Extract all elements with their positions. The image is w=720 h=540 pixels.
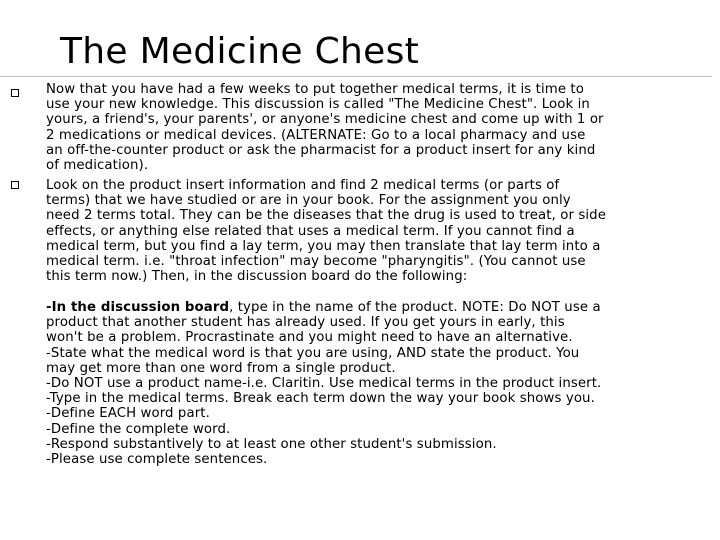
text-line: -State what the medical word is that you are using, AND state the product. You (46, 345, 580, 361)
title-divider (0, 76, 712, 77)
text-line: won't be a problem. Procrastinate and you might need to have an alternative. (46, 330, 573, 346)
instructions-block (46, 300, 714, 467)
text-line: may get more than one word from a single product. (46, 360, 396, 376)
bullet-paragraph-2 (46, 178, 714, 284)
text-line: medical term. i.e. "throat infection" may become "pharyngitis". (You cannot use (46, 254, 586, 270)
text-line: -Type in the medical terms. Break each term down the way your book shows you. (46, 391, 595, 407)
instruction-first-line (46, 300, 714, 315)
text-line: Now that you have had a few weeks to put together medical terms, it is time to (46, 82, 584, 97)
text-line: 2 medications or medical devices. (ALTERNATE: Go to a local pharmacy and use (46, 127, 586, 143)
text-line: need 2 terms total. They can be the diseases that the drug is used to treat, or side (46, 208, 606, 224)
instruction-first-line-rest: , type in the name of the product. NOTE: Do NOT use a (229, 300, 601, 315)
text-line: -Do NOT use a product name-i.e. Claritin. Use medical terms in the product insert. (46, 376, 602, 392)
text-line: -Define EACH word part. (46, 406, 210, 422)
text-line: terms) that we have studied or are in your book. For the assignment you only (46, 193, 571, 209)
text-line: effects, or anything else related that uses a medical term. If you cannot find a (46, 223, 575, 239)
square-bullet-icon (11, 181, 19, 189)
text-line: -Please use complete sentences. (46, 452, 268, 468)
slide-title: The Medicine Chest (60, 31, 420, 72)
text-line: an off-the-counter product or ask the pharmacist for a product insert for any kind (46, 142, 596, 158)
text-line: medical term, but you find a lay term, you may then translate that lay term into a (46, 238, 601, 254)
text-line: this term now.) Then, in the discussion board do the following: (46, 269, 468, 285)
text-line: of medication). (46, 158, 149, 174)
text-line: -Define the complete word. (46, 421, 231, 437)
square-bullet-icon (11, 89, 19, 97)
text-line: use your new knowledge. This discussion is called "The Medicine Chest". Look in (46, 97, 590, 113)
bullet-paragraph-1 (46, 82, 714, 173)
text-line: Look on the product insert information and find 2 medical terms (or parts of (46, 178, 560, 193)
text-line: -Respond substantively to at least one other student's submission. (46, 436, 497, 452)
text-line: yours, a friend's, your parents', or anyone's medicine chest and come up with 1 or (46, 112, 604, 128)
instruction-bold-lead: -In the discussion board (46, 300, 230, 315)
text-line: product that another student has already used. If you get yours in early, this (46, 315, 565, 331)
